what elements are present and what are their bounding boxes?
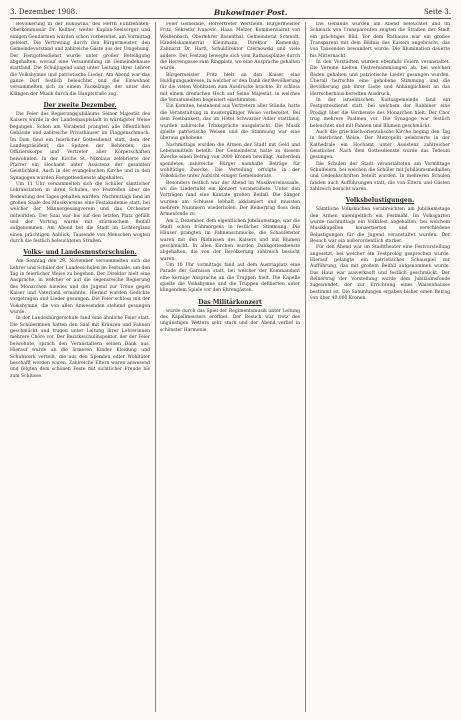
article-paragraph: Bevölkerung in der Bukowina, des Herrn Fünfzehnten-Oberkommissär Dr. Kellner, weiter Kaplan-Seelsorger und einigen Gendarmen wurden schon vorbereitet, am Vormittag gefeiert. Die Vertretung durch den Bürgermeister, den Gemeindevorstand und zahlreiche Gäste aus der Umgebung. Der Festgottesdienst wurde unter großer Beteiligung abgehalten, worauf eine Versammlung im Gemeindehause stattfand. Die Schuljugend sang unter Leitung ihrer Lehrer die Volkshymne und patriotische Lieder. Am Abend war das ganze Dorf festlich beleuchtet und die Einwohner versammelten sich zu einem Fackelzuge, der unter den Klängen der Musik durch die Hauptstraße zog. (10, 22, 150, 97)
article-paragraph: Die Schulen der Stadt veranstalteten am Vormittage Schulfeiern, bei welchen die Schüler mit Jubiläumsmedaillen und Gedenkschriften beteilt wurden. In mehreren Schulen fanden auch Aufführungen statt, die von Eltern und Gästen zahlreich besucht waren. (310, 161, 450, 192)
article-paragraph: Am 2. Dezember, dem eigentlichen Jubiläumstage, war die Stadt schon frühmorgens in festlicher Stimmung. Die Häuser prangten im Fahnenschmucke, die Schaufenster waren mit den Bildnissen des Kaisers und mit Blumen geschmückt. In allen Kirchen wurden Dankgottesdienste abgehalten, die von der Bevölkerung zahlreich besucht waren. (160, 218, 300, 262)
section-heading: Das Militärkonzert (198, 298, 262, 306)
article-paragraph: Sämtliche Volksküchen verabreichten am Jubiläumstage den Armen unentgeltlich ein Festmahl. Im Volksgarten wurde nachmittags ein Volksfest abgehalten, bei welchem Musikkapellen konzertierten und verschiedene Belustigungen für die Jugend veranstaltet wurden. Der Besuch war ein außerordentlich starker. (310, 207, 450, 244)
article-paragraph: In der israelitischen Kultusgemeinde fand ein Festgottesdienst statt, bei welchem der Rabbiner eine Predigt über die Verdienste des Monarchen hielt. Der Chor trug mehrere Psalmen vor. Die Synagoge war festlich beleuchtet und mit Fahnen und Blumen geschmückt. (310, 98, 450, 129)
article-paragraph: Um 11 Uhr versammelten sich die Schüler sämtlicher Lehranstalten in ihren Schulen, wo Festreden über die Bedeutung des Tages gehalten wurden. Nachmittags fand im großen Saale des Musikvereins eine Festakademie statt, bei welcher der Männergesangverein und das Orchester mitwirkten. Der Saal war bis auf den letzten Platz gefüllt und der Vortrag wurde mit stürmischem Beifall aufgenommen. Am Abend bot die Stadt im Lichterglanz einen prächtigen Anblick; Tausende von Menschen wogten durch die festlich beleuchteten Straßen. (10, 181, 150, 244)
section-heading: Volks- und Landesmusterschulen. (23, 249, 137, 257)
article-paragraph: Auch die griechisch-orientalische Kirche beging den Tag in feierlicher Weise. Der Metropolit zelebrierte in der Kathedrale ein Hochamt unter Assistenz zahlreicher Geistlicher. Nach dem Gottesdienste wurde das Tedeum gesungen. (310, 129, 450, 161)
article-paragraph: Für den Abend war im Stadttheater eine Festvorstellung angesetzt, bei welcher ein Festprolog gesprochen wurde. Hierauf gelangte ein patriotisches Schauspiel zur Aufführung, das mit großem Beifall aufgenommen wurde. Das Haus war ausverkauft und festlich geschmückt. Der Reinertrag der Vorstellung wurde dem Jubiläumsfonde zugewendet, der zur Errichtung eines Waisenhauses bestimmt ist. Die Sammlungen ergaben bisher einen Betrag von über 40.000 Kronen. (310, 245, 450, 302)
article-paragraph: Die Feier des Regierungsjubiläums Seiner Majestät des Kaisers wurde in der Landeshauptstadt in würdigster Weise begangen. Schon am Vorabend prangten alle öffentlichen Gebäude und zahlreiche Privathäuser im Flaggenschmuck. Im Dom fand ein feierlicher Gottesdienst statt, dem der Landespräsident, die Spitzen der Behörden, das Offizierskorps und Vertreter aller Körperschaften beiwohnten. In der Kirche St. Nikolaus zelebrierte der Pfarrer ein Hochamt unter Assistenz der gesamten Geistlichkeit. Auch in der evangelischen Kirche und in den Synagogen wurden Festgottesdienste abgehalten. (10, 112, 150, 181)
article-paragraph: In den Vorstädten wurden ebenfalls Feiern veranstaltet. Die Vereine hielten Festversammlungen ab, bei welchen Reden gehalten und patriotische Lieder gesungen wurden. Überall herrschte eine gehobene Stimmung und die Bevölkerung gab ihrer Liebe und Anhänglichkeit an das Herrscherhaus beredten Ausdruck. (310, 60, 450, 97)
article-paragraph: Bürgermeister Fritz hielt an den Kaiser eine Huldigungsadresse, in welcher er den Dank der Bevölkerung für die vielen Wohltaten zum Ausdrucke brachte. Er schloss mit einem dreifachen Hoch auf Seine Majestät, in welches die Versammelten begeistert einstimmten. (160, 72, 300, 104)
page-header (10, 6, 451, 18)
article-paragraph: Nachmittags wurden die Armen der Stadt mit Geld und Lebensmitteln beteilt. Der Gemeinderat hatte zu diesem Zwecke einen Betrag von 2000 Kronen bewilligt. Außerdem spendeten zahlreiche Bürger namhafte Beträge für wohltätige Zwecke. Die Verteilung erfolgte in der Volksküche unter Aufsicht einiger Gemeinderäte. (160, 142, 300, 180)
column-3 (310, 22, 450, 716)
article-paragraph: In der Landesbürgerschule fand eine ähnliche Feier statt. Die Schülerinnen hatten den Saal mit Kränzen und Fahnen geschmückt und trugen unter Leitung ihrer Lehrerinnen mehrere Chöre vor. Der Bezirksschulinspektor, der der Feier beiwohnte, sprach den Veranstaltern seinen Dank aus. Hierauf wurde an die ärmeren Kinder Kleidung und Schuhwerk verteilt, die aus den Spenden edler Wohltäter beschafft worden waren. Zahlreiche Eltern waren anwesend und folgten dem schönen Feste mit sichtlicher Freude bis zum Schlusse. (10, 316, 150, 379)
issue-date: 3. Dezember 1908. (10, 8, 78, 16)
article-paragraph: Feier Gemeinde, Hofvertreter Wertheim, Bürgermeister Fritz, Sekretär Ivanovic, Haas, Melzer, Kommerzialrat von Weißenbach, Oberlehrer Rosenthal, Gemeinderat Schmidt, Handelskammerrat Kleinmann, Direktor Kamensky, Zahnarzt Dr. Hartl, Schuldirektor Czernowski und viele andere. Der Festzug bewegte sich vom Rathausplatze durch die Herrengasse zum Ringplatz, wo eine Ansprache gehalten wurde. (160, 22, 300, 72)
column-divider (155, 22, 156, 712)
section-heading: Der zweite Dezember. (43, 102, 117, 110)
newspaper-masthead: Bukowinaer Post. (213, 7, 288, 17)
article-paragraph: Um 10 Uhr vormittags fand auf dem Austriaplatz eine Parade der Garnison statt, bei welcher der Kommandant eine kernige Ansprache an die Truppen hielt. Die Kapelle spielte die Volkshymne und die Truppen defilierten unter klingendem Spiele vor den Ehrengästen. (160, 263, 300, 294)
article-paragraph: Am Sonntag den 29. November versammelten sich die Lehrer und Schüler der Landesschulen im Festsaale, um den Tag in feierlicher Weise zu begehen. Der Direktor hielt eine Ansprache, in welcher er auf die segensreiche Regierung des Monarchen hinwies und die Jugend zur Treue gegen Kaiser und Vaterland ermahnte. Hierauf wurden Gedichte vorgetragen und Lieder gesungen. Die Feier schloss mit der Volkshymne, die von allen Anwesenden stehend gesungen wurde. (10, 259, 150, 316)
column-2 (160, 22, 300, 716)
column-divider (305, 22, 306, 712)
page-number: Seite 3. (423, 8, 451, 16)
article-paragraph: Besonders festlich war der Abend im Musikvereinssaale, wo die Liedertafel ein Konzert veranstaltete. Unter den Vorträgen fand eine Kantate großen Beifall. Die Sänger wurden am Schlusse lebhaft akklamiert und mussten mehrere Nummern wiederholen. Der Reinertrag floss dem Armenfonde zu. (160, 180, 300, 218)
header-rule (10, 18, 451, 19)
section-heading: Volksbelustigungen. (345, 197, 415, 205)
article-paragraph: Die Gebäude wurden am Abend beleuchtet und im Schmuck von Transparenten zeigten die Straßen der Stadt ein prächtiges Bild. Vor dem Rathause war ein großes Transparent mit dem Bildnis des Kaisers angebracht, das von Tausenden bewundert wurde. Die Illumination dauerte bis Mitternacht. (310, 22, 450, 59)
article-paragraph: wurde durch das Spiel der Regimentsmusik unter Leitung des Kapellmeisters eröffnet. Der Besuch war trotz des ungünstigen Wetters sehr stark und der Abend verlief in schönster Harmonie. (160, 308, 300, 333)
column-1 (10, 22, 150, 716)
article-paragraph: Ein Komitee, bestehend aus Vertretern aller Stände, hatte die Veranstaltung in mustergültiger Weise vorbereitet. Bei dem Festbankett, das im Hotel Schwarzer Adler stattfand, wurden zahlreiche Trinksprüche ausgebracht. Die Musik spielte patriotische Weisen und die Stimmung war eine überaus gehobene. (160, 104, 300, 142)
